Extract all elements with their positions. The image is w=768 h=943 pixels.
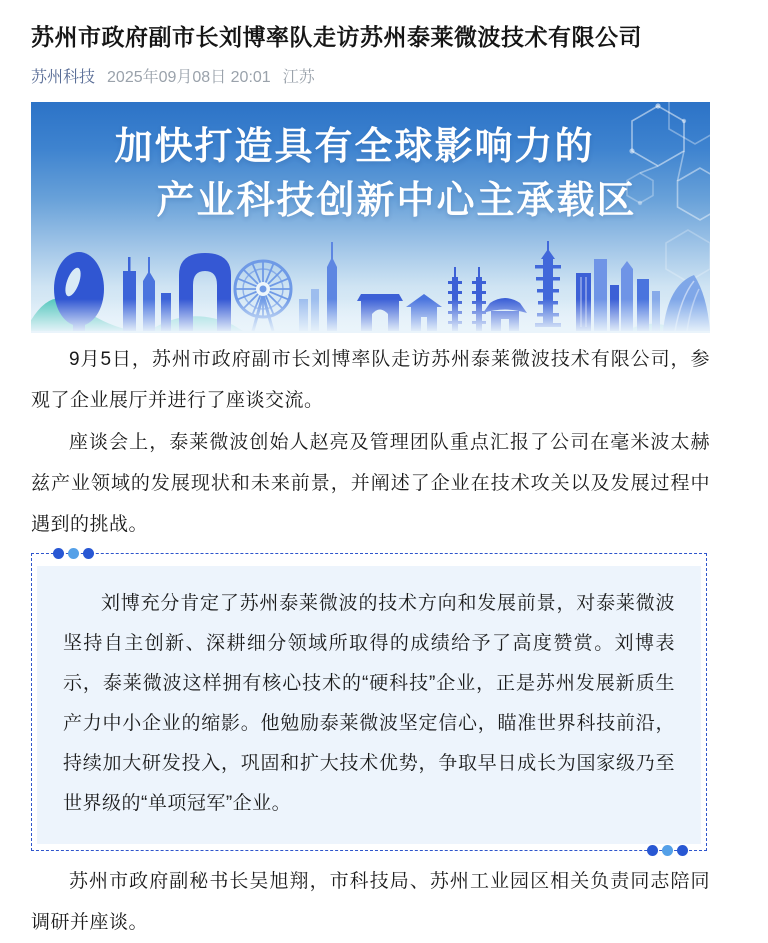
paragraph: 座谈会上，泰莱微波创始人赵亮及管理团队重点汇报了公司在毫米波太赫兹产业领域的发展现状和未来前景，并阐述了企业在技术攻关以及发展过程中遇到的挑战。: [31, 432, 710, 535]
account-name-link[interactable]: 苏州科技: [31, 68, 96, 86]
banner-headline: [31, 120, 710, 228]
dot-icon: [647, 845, 658, 856]
dot-icon: [68, 548, 79, 559]
corner-dots-bottom-icon: [647, 845, 688, 856]
article-page: [0, 20, 768, 933]
banner-image[interactable]: [31, 102, 710, 333]
publish-datetime: 2025年09月08日 20:01: [107, 68, 271, 86]
dot-icon: [662, 845, 673, 856]
article-body: [31, 339, 710, 545]
banner-headline-line1: 加快打造具有全球影响力的: [114, 126, 595, 168]
corner-dots-top-icon: [53, 548, 94, 559]
article-closing: [31, 861, 710, 943]
paragraph: 9月5日，苏州市政府副市长刘博率队走访苏州泰莱微波技术有限公司，参观了企业展厅并进行了座谈交流。: [31, 349, 710, 411]
publish-region: 江苏: [282, 68, 315, 86]
byline: [31, 64, 710, 86]
banner-headline-line2: 产业科技创新中心主承载区: [156, 180, 637, 222]
article-title: 苏州市政府副市长刘博率队走访苏州泰莱微波技术有限公司: [31, 24, 642, 50]
article-content: [31, 20, 710, 943]
dot-icon: [677, 845, 688, 856]
paragraph: 苏州市政府副秘书长吴旭翔，市科技局、苏州工业园区相关负责同志陪同调研并座谈。: [31, 871, 710, 933]
quote-text: 刘博充分肯定了苏州泰莱微波的技术方向和发展前景，对泰莱微波坚持自主创新、深耕细分领域所取得的成绩给予了高度赞赏。刘博表示，泰莱微波这样拥有核心技术的“硬科技”企业，正是苏州发展新质生产力中小企业的缩影。他勉励泰莱微波坚定信心，瞄准世界科技前沿，持续加大研发投入，巩固和扩大技术优势，争取早日成长为国家级乃至世界级的“单项冠军”企业。: [63, 593, 675, 814]
suzhou-skyline-graphic: [31, 237, 710, 333]
quote-background: [37, 566, 701, 844]
dot-icon: [83, 548, 94, 559]
highlight-quote-box: [31, 553, 707, 851]
dot-icon: [53, 548, 64, 559]
